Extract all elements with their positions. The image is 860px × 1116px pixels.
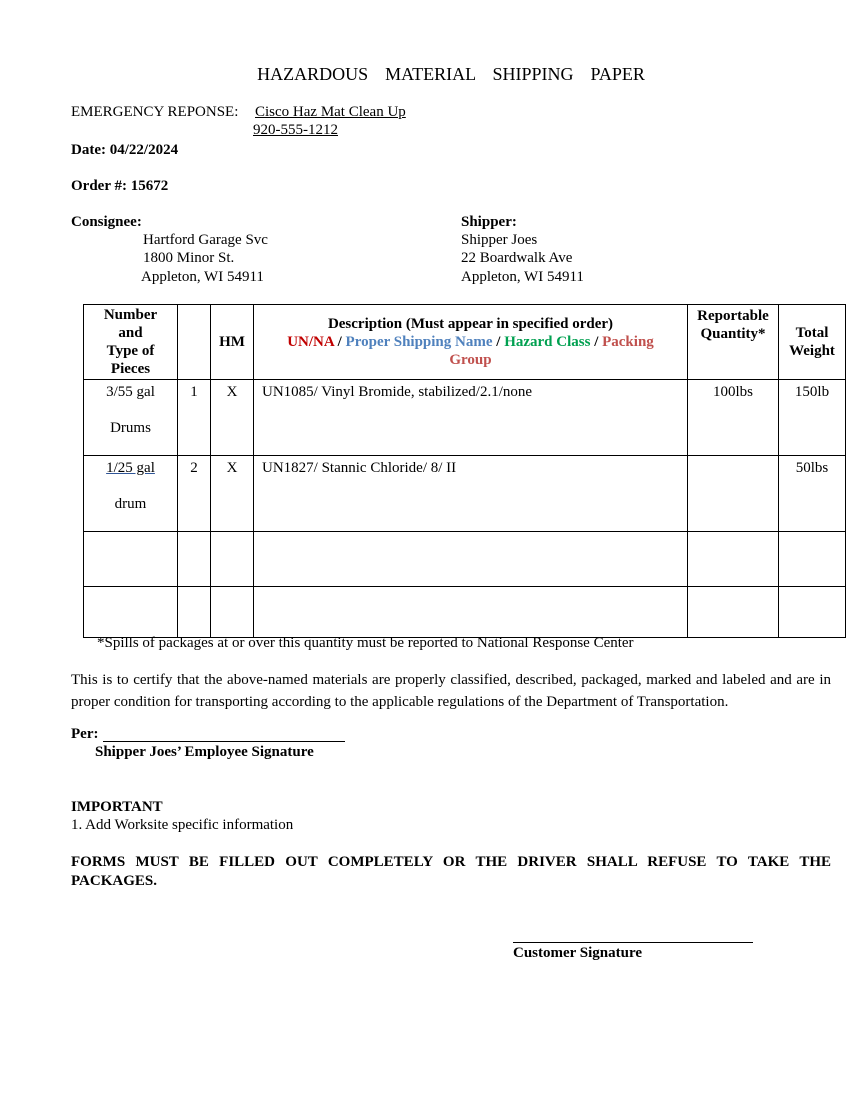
consignee-label: Consignee: bbox=[71, 214, 142, 230]
hazmat-table bbox=[83, 304, 846, 638]
row-pieces: 1/25 gal drum bbox=[84, 456, 178, 532]
row-hm: X bbox=[211, 380, 254, 456]
row-number: 2 bbox=[178, 456, 211, 532]
row-total: 150lb bbox=[779, 380, 846, 456]
row-description: UN1085/ Vinyl Bromide, stabilized/2.1/none bbox=[254, 380, 688, 456]
consignee-city: Appleton, WI 54911 bbox=[141, 269, 264, 285]
date: Date: 04/22/2024 bbox=[71, 142, 179, 158]
certification-text: This is to certify that the above-named materials are properly classified, described, packaged, marked and labeled and are in proper condition for transporting according to the applicable regulations of the Department of Transportation. bbox=[71, 672, 831, 710]
customer-signature-line[interactable] bbox=[513, 942, 753, 943]
header-description: Description (Must appear in specified order) UN/NA / Proper Shipping Name / Hazard Class / Packing Group bbox=[254, 305, 688, 380]
row-total: 50lbs bbox=[779, 456, 846, 532]
row-reportable bbox=[688, 456, 779, 532]
row-pieces: 3/55 gal Drums bbox=[84, 380, 178, 456]
header-number bbox=[178, 305, 211, 380]
row-number: 1 bbox=[178, 380, 211, 456]
emergency-label: EMERGENCY REPONSE: bbox=[71, 104, 239, 120]
employee-signature-line[interactable] bbox=[103, 741, 345, 742]
header-pieces: Number and Type of Pieces bbox=[84, 305, 178, 380]
header-total: Total Weight bbox=[779, 305, 846, 380]
per-label: Per: bbox=[71, 726, 99, 742]
warning-text: FORMS MUST BE FILLED OUT COMPLETELY OR THE DRIVER SHALL REFUSE TO TAKE THE PACKAGES. bbox=[71, 854, 831, 889]
table-row bbox=[84, 456, 846, 532]
table-row-empty bbox=[84, 587, 846, 638]
row-reportable: 100lbs bbox=[688, 380, 779, 456]
table-row-empty bbox=[84, 532, 846, 587]
shipper-label: Shipper: bbox=[461, 214, 517, 230]
employee-signature-label: Shipper Joes’ Employee Signature bbox=[95, 744, 314, 760]
header-reportable: Reportable Quantity* bbox=[688, 305, 779, 380]
emergency-phone: 920-555-1212 bbox=[253, 122, 338, 138]
shipper-street: 22 Boardwalk Ave bbox=[461, 250, 573, 266]
customer-signature-label: Customer Signature bbox=[513, 945, 643, 961]
row-description: UN1827/ Stannic Chloride/ 8/ II bbox=[254, 456, 688, 532]
shipper-name: Shipper Joes bbox=[461, 232, 538, 248]
consignee-street: 1800 Minor St. bbox=[143, 250, 235, 266]
consignee-name: Hartford Garage Svc bbox=[143, 232, 268, 248]
shipper-city: Appleton, WI 54911 bbox=[461, 269, 584, 285]
header-hm: HM bbox=[211, 305, 254, 380]
page-title: HAZARDOUS MATERIAL SHIPPING PAPER bbox=[257, 64, 645, 84]
important-item: 1. Add Worksite specific information bbox=[71, 817, 294, 833]
table-row bbox=[84, 380, 846, 456]
table-header-row bbox=[84, 305, 846, 380]
order-number: Order #: 15672 bbox=[71, 178, 169, 194]
footnote: *Spills of packages at or over this quantity must be reported to National Response Center bbox=[97, 635, 634, 651]
important-label: IMPORTANT bbox=[71, 799, 163, 815]
row-hm: X bbox=[211, 456, 254, 532]
emergency-company: Cisco Haz Mat Clean Up bbox=[255, 104, 406, 120]
